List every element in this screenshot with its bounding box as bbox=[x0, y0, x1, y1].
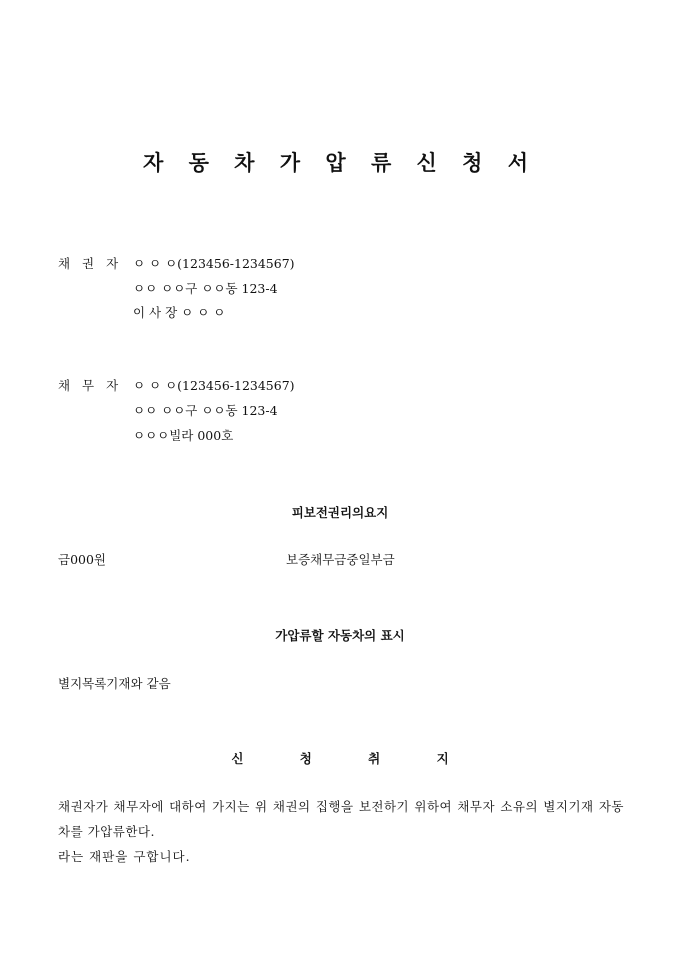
purpose-heading-text: 신 청 취 지 bbox=[231, 751, 475, 766]
purpose-heading bbox=[0, 749, 680, 767]
creditor-representative: 이 사 장 ㅇ ㅇ ㅇ bbox=[133, 305, 226, 320]
vehicle-text: 별지목록기재와 같음 bbox=[58, 676, 171, 691]
debtor-label: 채 무 자 bbox=[58, 378, 123, 393]
debtor-address: ㅇㅇ ㅇㅇ구 ㅇㅇ동 123-4 bbox=[133, 403, 278, 418]
claim-amount: 금000원 bbox=[58, 552, 107, 567]
claim-description: 보증채무금중일부금 bbox=[286, 552, 395, 567]
creditor-address: ㅇㅇ ㅇㅇ구 ㅇㅇ동 123-4 bbox=[133, 281, 278, 296]
debtor-detail: ㅇㅇㅇ빌라 000호 bbox=[133, 428, 234, 443]
document-title: 자 동 차 가 압 류 신 청 서 bbox=[142, 150, 538, 175]
secured-claim-heading: 피보전권리의요지 bbox=[291, 505, 389, 520]
creditor-label: 채 권 자 bbox=[58, 256, 123, 271]
debtor-name: ㅇ ㅇ ㅇ(123456-1234567) bbox=[133, 378, 295, 393]
purpose-paragraph-2: 라는 재판을 구합니다. bbox=[58, 849, 191, 864]
vehicle-heading: 가압류할 자동차의 표시 bbox=[275, 628, 405, 643]
creditor-name: ㅇ ㅇ ㅇ(123456-1234567) bbox=[133, 256, 295, 271]
purpose-paragraph-1: 채권자가 채무자에 대하여 가지는 위 채권의 집행을 보전하기 위하여 채무자 소유의 별지기재 자동차를 가압류한다. bbox=[58, 799, 624, 839]
